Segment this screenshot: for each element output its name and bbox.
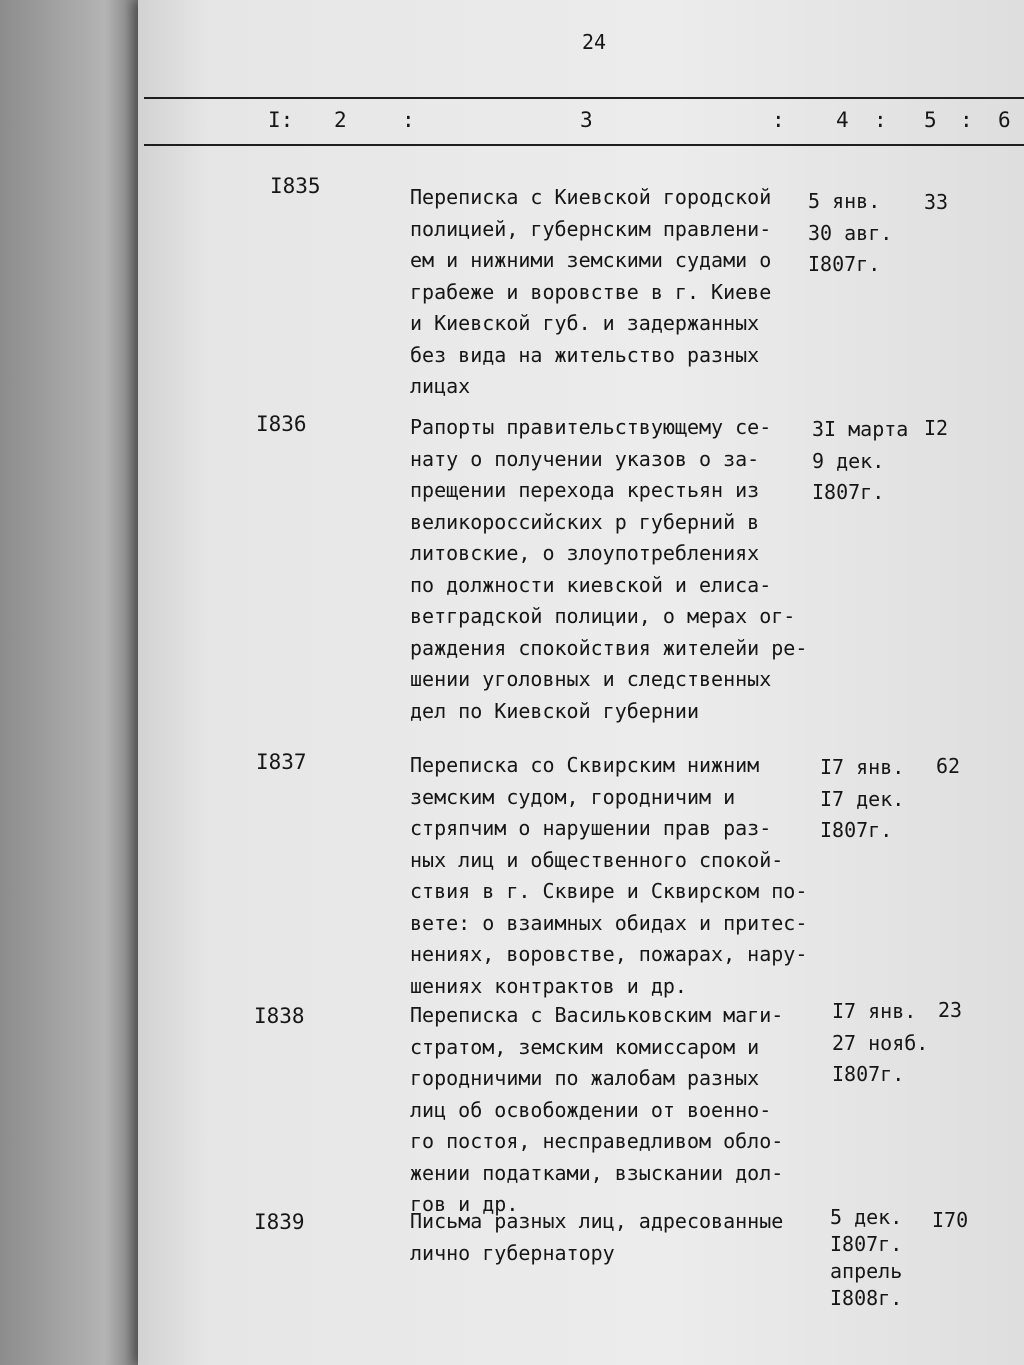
description-line: и Киевской губ. и задержанных	[410, 311, 760, 335]
entry-sheet-count: 33	[924, 190, 949, 214]
date-line: I7 дек.	[820, 786, 905, 811]
entry-number: I837	[256, 750, 307, 774]
entry-dates	[820, 752, 930, 847]
date-line: I7 янв.	[832, 999, 917, 1023]
date-line: 5 дек.	[830, 1205, 903, 1229]
document-page	[138, 0, 1024, 1365]
date-line: I807г.	[830, 1232, 903, 1256]
description-line: ствия в г. Сквире и Сквирском по-	[410, 879, 808, 903]
entry-number: I836	[256, 412, 307, 436]
page-number: 24	[582, 30, 607, 54]
entry-dates	[830, 1204, 940, 1312]
description-line: жении податками, взыскании дол-	[410, 1160, 784, 1185]
description-line: Переписка с Киевской городской	[410, 185, 772, 209]
date-line: I808г.	[830, 1286, 903, 1310]
description-line: по должности киевской и елиса-	[410, 572, 772, 597]
header-separator: :	[402, 108, 415, 132]
date-line: I807г.	[832, 1062, 905, 1086]
date-line: I807г.	[808, 252, 881, 276]
entry-description	[410, 750, 810, 1002]
entry-description	[410, 1000, 810, 1221]
date-line: апрель	[830, 1259, 903, 1283]
description-line: великороссийских р губерний в	[410, 509, 760, 534]
entry-dates	[808, 186, 918, 281]
description-line: Переписка с Васильковским маги-	[410, 1003, 784, 1027]
header-col-3: 3	[580, 108, 593, 132]
description-line: ем и нижними земскими судами о	[410, 248, 772, 272]
description-line: стратом, земским комиссаром и	[410, 1034, 760, 1059]
header-separator: :	[874, 108, 887, 132]
description-line: лицах	[410, 374, 471, 398]
date-line: 9 дек.	[812, 448, 885, 473]
description-line: вете: о взаимных обидах и притес-	[410, 910, 808, 935]
date-line: 27 нояб.	[832, 1030, 929, 1055]
header-separator: :	[772, 108, 785, 132]
entry-number: I838	[254, 1004, 305, 1028]
description-line: городничими по жалобам разных	[410, 1066, 760, 1090]
description-line: грабеже и воровстве в г. Киеве	[410, 279, 772, 304]
date-line: 5 янв.	[808, 189, 881, 213]
description-line: ных лиц и общественного спокой-	[410, 847, 784, 872]
inventory-table	[138, 0, 1024, 1365]
entry-sheet-count: I70	[932, 1208, 969, 1232]
header-col-1: I:	[268, 108, 294, 132]
date-line: 3I марта	[812, 417, 909, 441]
description-line: полицией, губернским правлени-	[410, 216, 772, 241]
description-line: дел по Киевской губернии	[410, 698, 699, 723]
description-line: Рапорты правительствующему се-	[410, 415, 772, 439]
facing-page-edge	[0, 0, 150, 1365]
entry-description	[410, 182, 810, 403]
description-line: нату о получении указов о за-	[410, 446, 760, 471]
header-rule-top	[144, 97, 1024, 99]
description-line: шениях контрактов и др.	[410, 973, 687, 998]
description-line: Переписка со Сквирским нижним	[410, 753, 760, 777]
entry-description	[410, 1206, 810, 1269]
entry-sheet-count: 23	[938, 998, 963, 1022]
entry-sheet-count: I2	[924, 416, 949, 440]
entry-dates	[832, 996, 942, 1091]
date-line: 30 авг.	[808, 220, 893, 245]
header-rule-bottom	[144, 144, 1024, 146]
entry-number: I839	[254, 1210, 305, 1234]
description-line: гов и др.	[410, 1192, 519, 1216]
description-line: земским судом, городничим и	[410, 784, 736, 809]
description-line: нениях, воровстве, пожарах, нару-	[410, 942, 808, 966]
description-line: Письма разных лиц, адресованные	[410, 1209, 784, 1233]
description-line: без вида на жительство разных	[410, 342, 760, 367]
description-line: литовские, о злоупотреблениях	[410, 541, 760, 565]
description-line: раждения спокойствия жителейи ре-	[410, 635, 808, 660]
description-line: шении уголовных и следственных	[410, 667, 772, 691]
entry-sheet-count: 62	[936, 754, 961, 778]
description-line: лично губернатору	[410, 1240, 615, 1265]
description-line: стряпчим о нарушении прав раз-	[410, 816, 772, 840]
description-line: прещении перехода крестьян из	[410, 478, 760, 502]
description-line: го постоя, несправедливом обло-	[410, 1129, 784, 1153]
entry-number: I835	[270, 174, 321, 198]
date-line: I807г.	[812, 480, 885, 504]
header-col-2: 2	[334, 108, 347, 132]
description-line: ветградской полиции, о мерах ог-	[410, 604, 796, 628]
header-col-6: 6	[998, 108, 1011, 132]
date-line: I807г.	[820, 818, 893, 842]
header-separator: :	[960, 108, 973, 132]
header-col-5: 5	[924, 108, 937, 132]
entry-dates	[812, 414, 922, 509]
description-line: лиц об освобождении от военно-	[410, 1097, 772, 1122]
entry-description	[410, 412, 810, 727]
date-line: I7 янв.	[820, 755, 905, 779]
header-col-4: 4	[836, 108, 849, 132]
